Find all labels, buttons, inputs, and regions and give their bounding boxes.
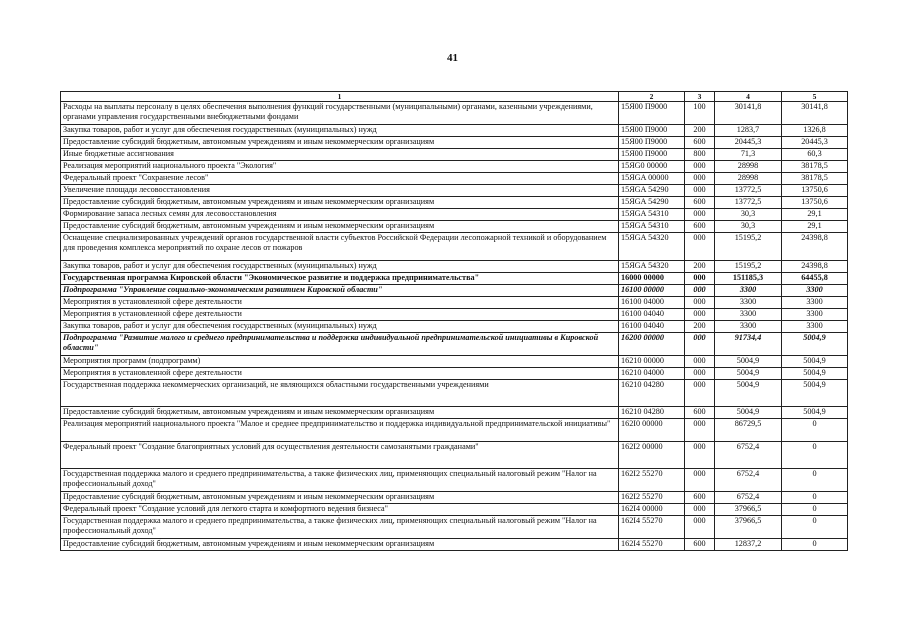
row-value-2021-cell: 3300 [782,285,848,297]
row-code-cell: 15Я00 П9000 [619,102,685,125]
row-value-2021-cell: 5004,9 [782,333,848,356]
row-value-2021-cell: 1326,8 [782,125,848,137]
table-row [61,173,848,185]
row-name-cell: Предоставление субсидий бюджетным, автономным учреждениям и иным некоммерческим организациям [61,407,619,419]
table-row [61,419,848,442]
row-value-2020-cell: 20445,3 [715,137,782,149]
table-row [61,233,848,261]
row-name-cell: Государственная поддержка малого и среднего предпринимательства, а также физических лиц, применяющих специальный налоговый режим "Налог на профессиональный доход" [61,516,619,539]
row-code-cell: 16100 04040 [619,309,685,321]
row-type-cell: 600 [685,137,715,149]
row-name-cell: Оснащение специализированных учреждений органов государственной власти субъектов Российской Федерации лесопожарной техникой и оборудованием для проведения комплекса мероприятий по охране лесов от пожаров [61,233,619,261]
row-name-cell: Государственная поддержка малого и среднего предпринимательства, а также физических лиц, применяющих специальный налоговый режим "Налог на профессиональный доход" [61,469,619,492]
row-value-2020-cell: 30,3 [715,221,782,233]
row-name-cell: Мероприятия в установленной сфере деятельности [61,297,619,309]
table-row [61,297,848,309]
table-row [61,197,848,209]
table-row [61,149,848,161]
row-name-cell: Иные бюджетные ассигнования [61,149,619,161]
row-code-cell: 162I0 00000 [619,419,685,442]
row-name-cell: Реализация мероприятий национального проекта "Экология" [61,161,619,173]
row-value-2020-cell: 28998 [715,161,782,173]
table-row [61,261,848,273]
row-name-cell: Федеральный проект "Создание благоприятных условий для осуществления деятельности самозанятыми гражданами" [61,442,619,469]
row-value-2021-cell: 0 [782,504,848,516]
budget-table [60,91,848,551]
row-code-cell: 16210 04280 [619,407,685,419]
row-value-2020-cell: 5004,9 [715,356,782,368]
row-type-cell: 600 [685,539,715,551]
table-row [61,333,848,356]
table-row [61,185,848,197]
row-name-cell: Федеральный проект "Создание условий для легкого старта и комфортного ведения бизнеса" [61,504,619,516]
table-row [61,469,848,492]
row-value-2021-cell: 0 [782,516,848,539]
row-value-2021-cell: 0 [782,419,848,442]
table-row [61,161,848,173]
row-value-2020-cell: 28998 [715,173,782,185]
row-value-2020-cell: 37966,5 [715,516,782,539]
row-name-cell: Предоставление субсидий бюджетным, автономным учреждениям и иным некоммерческим организациям [61,492,619,504]
row-code-cell: 162I2 55270 [619,492,685,504]
row-code-cell: 162I4 55270 [619,516,685,539]
table-row [61,321,848,333]
row-value-2021-cell: 20445,3 [782,137,848,149]
row-value-2020-cell: 3300 [715,309,782,321]
row-type-cell: 000 [685,161,715,173]
row-code-cell: 16000 00000 [619,273,685,285]
row-name-cell: Предоставление субсидий бюджетным, автономным учреждениям и иным некоммерческим организациям [61,539,619,551]
row-name-cell: Реализация мероприятий национального проекта "Малое и среднее предпринимательство и поддержка индивидуальной предпринимательской инициативы" [61,419,619,442]
row-code-cell: 16210 00000 [619,356,685,368]
row-name-cell: Формирование запаса лесных семян для лесовосстановления [61,209,619,221]
table-row [61,209,848,221]
table-row [61,102,848,125]
table-header-row [61,92,848,102]
row-value-2020-cell: 6752,4 [715,442,782,469]
row-name-cell: Государственная поддержка некоммерческих организаций, не являющихся областными государственными учреждениями [61,380,619,407]
row-name-cell: Предоставление субсидий бюджетным, автономным учреждениям и иным некоммерческим организациям [61,137,619,149]
table-row [61,380,848,407]
row-type-cell: 000 [685,516,715,539]
table-row [61,504,848,516]
row-value-2021-cell: 3300 [782,297,848,309]
row-value-2021-cell: 38178,5 [782,173,848,185]
table-row [61,368,848,380]
table-row [61,221,848,233]
row-code-cell: 16100 00000 [619,285,685,297]
row-value-2021-cell: 29,1 [782,221,848,233]
row-code-cell: 16100 04040 [619,321,685,333]
table-row [61,125,848,137]
row-type-cell: 600 [685,221,715,233]
row-code-cell: 16210 04280 [619,380,685,407]
row-name-cell: Предоставление субсидий бюджетным, автономным учреждениям и иным некоммерческим организациям [61,197,619,209]
row-value-2021-cell: 5004,9 [782,380,848,407]
row-code-cell: 15ЯGA 00000 [619,173,685,185]
row-value-2020-cell: 12837,2 [715,539,782,551]
table-row [61,516,848,539]
table-row [61,407,848,419]
row-value-2020-cell: 86729,5 [715,419,782,442]
row-value-2020-cell: 151185,3 [715,273,782,285]
row-value-2021-cell: 5004,9 [782,407,848,419]
row-type-cell: 000 [685,380,715,407]
row-type-cell: 000 [685,442,715,469]
row-code-cell: 15ЯGA 54310 [619,209,685,221]
table-row [61,285,848,297]
row-code-cell: 16200 00000 [619,333,685,356]
row-value-2021-cell: 3300 [782,309,848,321]
row-type-cell: 000 [685,285,715,297]
row-type-cell: 000 [685,297,715,309]
row-name-cell: Мероприятия программ (подпрограмм) [61,356,619,368]
table-row [61,273,848,285]
row-name-cell: Расходы на выплаты персоналу в целях обеспечения выполнения функций государственными (муниципальными) органами, казенными учреждениями, органами управления государственными внебюджетными фондами [61,102,619,125]
row-value-2021-cell: 13750,6 [782,197,848,209]
row-value-2020-cell: 37966,5 [715,504,782,516]
header-cell: 2 [619,92,685,102]
row-value-2021-cell: 64455,8 [782,273,848,285]
row-value-2021-cell: 24398,8 [782,261,848,273]
row-type-cell: 000 [685,419,715,442]
row-name-cell: Федеральный проект "Сохранение лесов" [61,173,619,185]
row-code-cell: 162I4 00000 [619,504,685,516]
row-value-2021-cell: 0 [782,469,848,492]
row-type-cell: 200 [685,125,715,137]
row-type-cell: 600 [685,197,715,209]
row-value-2021-cell: 3300 [782,321,848,333]
row-type-cell: 000 [685,333,715,356]
table-row [61,137,848,149]
row-name-cell: Государственная программа Кировской области "Экономическое развитие и поддержка предпринимательства" [61,273,619,285]
row-value-2020-cell: 30141,8 [715,102,782,125]
row-code-cell: 162I2 55270 [619,469,685,492]
row-value-2021-cell: 38178,5 [782,161,848,173]
row-value-2020-cell: 3300 [715,285,782,297]
row-value-2020-cell: 6752,4 [715,492,782,504]
row-value-2021-cell: 30141,8 [782,102,848,125]
row-name-cell: Предоставление субсидий бюджетным, автономным учреждениям и иным некоммерческим организациям [61,221,619,233]
row-name-cell: Мероприятия в установленной сфере деятельности [61,309,619,321]
row-type-cell: 800 [685,149,715,161]
row-name-cell: Увеличение площади лесовосстановления [61,185,619,197]
header-cell: 5 [782,92,848,102]
row-type-cell: 000 [685,309,715,321]
row-name-cell: Закупка товаров, работ и услуг для обеспечения государственных (муниципальных) нужд [61,261,619,273]
row-type-cell: 000 [685,356,715,368]
row-value-2021-cell: 5004,9 [782,368,848,380]
row-value-2021-cell: 13750,6 [782,185,848,197]
row-type-cell: 200 [685,261,715,273]
table-row [61,492,848,504]
row-value-2020-cell: 15195,2 [715,261,782,273]
row-value-2020-cell: 91734,4 [715,333,782,356]
row-type-cell: 200 [685,321,715,333]
row-code-cell: 15ЯG0 00000 [619,161,685,173]
row-type-cell: 000 [685,233,715,261]
row-code-cell: 15ЯGA 54310 [619,221,685,233]
header-cell: 3 [685,92,715,102]
row-value-2020-cell: 30,3 [715,209,782,221]
table-row [61,539,848,551]
row-value-2020-cell: 5004,9 [715,368,782,380]
row-code-cell: 15Я00 П9000 [619,137,685,149]
row-type-cell: 000 [685,368,715,380]
row-value-2021-cell: 5004,9 [782,356,848,368]
row-code-cell: 15ЯGA 54290 [619,185,685,197]
row-name-cell: Закупка товаров, работ и услуг для обеспечения государственных (муниципальных) нужд [61,125,619,137]
row-type-cell: 100 [685,102,715,125]
row-value-2021-cell: 29,1 [782,209,848,221]
row-value-2020-cell: 1283,7 [715,125,782,137]
row-code-cell: 16210 04000 [619,368,685,380]
row-value-2021-cell: 0 [782,492,848,504]
row-value-2021-cell: 0 [782,442,848,469]
table-row [61,442,848,469]
row-type-cell: 000 [685,209,715,221]
row-value-2020-cell: 6752,4 [715,469,782,492]
row-code-cell: 15ЯGA 54290 [619,197,685,209]
row-type-cell: 600 [685,492,715,504]
row-value-2021-cell: 24398,8 [782,233,848,261]
header-cell: 4 [715,92,782,102]
row-value-2020-cell: 13772,5 [715,197,782,209]
row-value-2020-cell: 5004,9 [715,407,782,419]
row-type-cell: 000 [685,273,715,285]
row-name-cell: Подпрограмма "Развитие малого и среднего предпринимательства и поддержка индивидуальной предпринимательской инициативы в Кировской области" [61,333,619,356]
row-name-cell: Мероприятия в установленной сфере деятельности [61,368,619,380]
table-row [61,356,848,368]
page-number: 41 [447,52,458,64]
row-code-cell: 15ЯGA 54320 [619,233,685,261]
row-type-cell: 600 [685,407,715,419]
row-name-cell: Закупка товаров, работ и услуг для обеспечения государственных (муниципальных) нужд [61,321,619,333]
row-code-cell: 162I4 55270 [619,539,685,551]
table-row [61,309,848,321]
row-type-cell: 000 [685,173,715,185]
row-type-cell: 000 [685,469,715,492]
row-value-2020-cell: 13772,5 [715,185,782,197]
row-value-2020-cell: 5004,9 [715,380,782,407]
row-value-2020-cell: 71,3 [715,149,782,161]
row-name-cell: Подпрограмма "Управление социально-экономическим развитием Кировской области" [61,285,619,297]
row-code-cell: 162I2 00000 [619,442,685,469]
row-code-cell: 15Я00 П9000 [619,125,685,137]
row-value-2021-cell: 0 [782,539,848,551]
row-value-2020-cell: 3300 [715,321,782,333]
row-value-2020-cell: 3300 [715,297,782,309]
row-code-cell: 15ЯGA 54320 [619,261,685,273]
row-code-cell: 15Я00 П9000 [619,149,685,161]
row-value-2021-cell: 60,3 [782,149,848,161]
row-type-cell: 000 [685,185,715,197]
header-cell: 1 [61,92,619,102]
row-code-cell: 16100 04000 [619,297,685,309]
row-type-cell: 000 [685,504,715,516]
row-value-2020-cell: 15195,2 [715,233,782,261]
